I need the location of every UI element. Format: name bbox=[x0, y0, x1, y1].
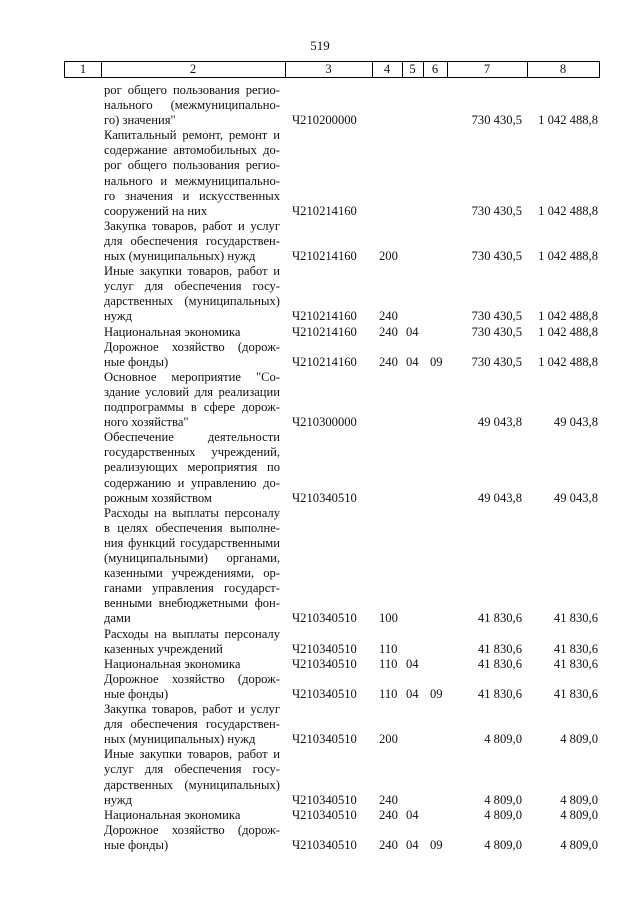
budget-table-body bbox=[0, 79, 640, 859]
amount-column-7: 49 043,8 bbox=[477, 490, 522, 505]
amount-column-8: 4 809,0 bbox=[560, 732, 598, 747]
target-article-code: Ч210340510 bbox=[292, 490, 357, 505]
amount-column-8: 4 809,0 bbox=[560, 807, 598, 822]
description-line: (муниципальными) органами, bbox=[104, 551, 280, 566]
description-line: здание условий для реализации bbox=[104, 384, 280, 399]
amount-column-8: 1 042 488,8 bbox=[538, 324, 598, 339]
row-description bbox=[104, 430, 280, 505]
column-number-4: 4 bbox=[383, 62, 391, 76]
description-line: услуг для обеспечения госу- bbox=[104, 279, 280, 294]
column-number-1: 1 bbox=[79, 62, 87, 76]
description-line: венными внебюджетными фон- bbox=[104, 596, 280, 611]
section-code: 04 bbox=[406, 656, 419, 671]
amount-column-8: 41 830,6 bbox=[553, 641, 598, 656]
row-description bbox=[104, 219, 280, 264]
amount-column-7: 4 809,0 bbox=[484, 792, 522, 807]
amount-column-8: 1 042 488,8 bbox=[538, 203, 598, 218]
row-description bbox=[104, 672, 280, 702]
amount-column-7: 730 430,5 bbox=[471, 203, 522, 218]
expense-type-code: 200 bbox=[379, 732, 398, 747]
section-code: 04 bbox=[406, 354, 419, 369]
section-code: 04 bbox=[406, 807, 419, 822]
description-line: ных (муниципальных) нужд bbox=[104, 732, 256, 747]
description-line: ных (муниципальных) нужд bbox=[104, 249, 256, 264]
description-line: ные фонды) bbox=[104, 354, 169, 369]
target-article-code: Ч210214160 bbox=[292, 203, 357, 218]
description-line: рожным хозяйством bbox=[104, 490, 212, 505]
target-article-code: Ч210340510 bbox=[292, 611, 357, 626]
description-line: Закупка товаров, работ и услуг bbox=[104, 218, 280, 233]
table-row bbox=[0, 672, 640, 702]
amount-column-7: 730 430,5 bbox=[471, 113, 522, 128]
section-code: 04 bbox=[406, 324, 419, 339]
amount-column-7: 4 809,0 bbox=[484, 837, 522, 852]
amount-column-7: 49 043,8 bbox=[477, 415, 522, 430]
subsection-code: 09 bbox=[430, 686, 443, 701]
description-line: подпрограммы в сфере дорож- bbox=[104, 400, 280, 415]
amount-column-7: 4 809,0 bbox=[484, 732, 522, 747]
description-line: ганами управления государст- bbox=[104, 581, 280, 596]
column-number-2: 2 bbox=[189, 62, 197, 76]
target-article-code: Ч210300000 bbox=[292, 415, 357, 430]
expense-type-code: 240 bbox=[379, 309, 398, 324]
description-line: Иные закупки товаров, работ и bbox=[104, 264, 280, 279]
description-line: казенных учреждений bbox=[104, 641, 223, 656]
description-line: сооружений на них bbox=[104, 203, 208, 218]
row-description bbox=[104, 657, 280, 672]
description-line: реализующих мероприятия по bbox=[104, 460, 280, 475]
description-line: рог общего пользования регио- bbox=[104, 158, 280, 173]
target-article-code: Ч210340510 bbox=[292, 641, 357, 656]
expense-type-code: 110 bbox=[379, 686, 398, 701]
expense-type-code: 200 bbox=[379, 249, 398, 264]
target-article-code: Ч210340510 bbox=[292, 837, 357, 852]
description-line: Обеспечение деятельности bbox=[104, 430, 280, 445]
amount-column-8: 4 809,0 bbox=[560, 792, 598, 807]
row-description bbox=[104, 808, 280, 823]
amount-column-8: 4 809,0 bbox=[560, 837, 598, 852]
description-line: ные фонды) bbox=[104, 686, 169, 701]
expense-type-code: 240 bbox=[379, 807, 398, 822]
target-article-code: Ч210340510 bbox=[292, 686, 357, 701]
table-row bbox=[0, 627, 640, 657]
row-description bbox=[104, 264, 280, 324]
description-line: Дорожное хозяйство (дорож- bbox=[104, 339, 280, 354]
table-row bbox=[0, 506, 640, 627]
description-line: Дорожное хозяйство (дорож- bbox=[104, 671, 280, 686]
table-row bbox=[0, 747, 640, 807]
amount-column-8: 1 042 488,8 bbox=[538, 113, 598, 128]
expense-type-code: 240 bbox=[379, 354, 398, 369]
row-description bbox=[104, 823, 280, 853]
description-line: Национальная экономика bbox=[104, 807, 241, 822]
description-line: казенными учреждениями, ор- bbox=[104, 566, 280, 581]
description-line: Расходы на выплаты персоналу bbox=[104, 505, 280, 520]
table-row bbox=[0, 219, 640, 264]
amount-column-8: 41 830,6 bbox=[553, 656, 598, 671]
description-line: содержанию и управлению до- bbox=[104, 475, 280, 490]
description-line: содержание автомобильных до- bbox=[104, 143, 280, 158]
table-row bbox=[0, 370, 640, 430]
description-line: для обеспечения государствен- bbox=[104, 717, 280, 732]
row-description bbox=[104, 325, 280, 340]
description-line: дарственных (муниципальных) bbox=[104, 777, 280, 792]
row-description bbox=[104, 128, 280, 219]
subsection-code: 09 bbox=[430, 354, 443, 369]
row-description bbox=[104, 340, 280, 370]
amount-column-7: 730 430,5 bbox=[471, 324, 522, 339]
description-line: рог общего пользования регио- bbox=[104, 83, 280, 97]
table-row bbox=[0, 823, 640, 853]
description-line: Закупка товаров, работ и услуг bbox=[104, 702, 280, 717]
description-line: для обеспечения государствен- bbox=[104, 233, 280, 248]
description-line: государственных учреждений, bbox=[104, 445, 280, 460]
expense-type-code: 100 bbox=[379, 611, 398, 626]
expense-type-code: 110 bbox=[379, 656, 398, 671]
subsection-code: 09 bbox=[430, 837, 443, 852]
column-number-3: 3 bbox=[325, 62, 332, 76]
table-row bbox=[0, 702, 640, 747]
amount-column-8: 41 830,6 bbox=[553, 611, 598, 626]
page-number: 519 bbox=[310, 38, 330, 53]
description-line: нужд bbox=[104, 309, 132, 324]
amount-column-8: 49 043,8 bbox=[553, 490, 598, 505]
target-article-code: Ч210340510 bbox=[292, 792, 357, 807]
expense-type-code: 240 bbox=[379, 792, 398, 807]
row-description bbox=[104, 747, 280, 807]
section-code: 04 bbox=[406, 837, 419, 852]
expense-type-code: 240 bbox=[379, 324, 398, 339]
row-description bbox=[104, 627, 280, 657]
description-line: нального и межмуниципально- bbox=[104, 173, 280, 188]
row-description bbox=[104, 83, 280, 128]
amount-column-8: 41 830,6 bbox=[553, 686, 598, 701]
description-line: Основное мероприятие "Со- bbox=[104, 369, 280, 384]
description-line: Расходы на выплаты персоналу bbox=[104, 626, 280, 641]
table-row bbox=[0, 83, 640, 128]
amount-column-7: 730 430,5 bbox=[471, 354, 522, 369]
amount-column-7: 41 830,6 bbox=[477, 686, 522, 701]
amount-column-8: 1 042 488,8 bbox=[538, 354, 598, 369]
row-description bbox=[104, 370, 280, 430]
amount-column-7: 4 809,0 bbox=[484, 807, 522, 822]
description-line: го) значения" bbox=[104, 113, 176, 128]
table-row bbox=[0, 808, 640, 823]
description-line: Национальная экономика bbox=[104, 324, 241, 339]
amount-column-8: 49 043,8 bbox=[553, 415, 598, 430]
description-line: в целях обеспечения выполне- bbox=[104, 520, 280, 535]
section-code: 04 bbox=[406, 686, 419, 701]
amount-column-7: 730 430,5 bbox=[471, 249, 522, 264]
amount-column-8: 1 042 488,8 bbox=[538, 249, 598, 264]
expense-type-code: 240 bbox=[379, 837, 398, 852]
row-description bbox=[104, 702, 280, 747]
target-article-code: Ч210214160 bbox=[292, 249, 357, 264]
target-article-code: Ч210200000 bbox=[292, 113, 357, 128]
table-row bbox=[0, 340, 640, 370]
description-line: Капитальный ремонт, ремонт и bbox=[104, 128, 280, 143]
row-description bbox=[104, 506, 280, 627]
column-number-header bbox=[64, 61, 600, 78]
target-article-code: Ч210340510 bbox=[292, 732, 357, 747]
column-number-6: 6 bbox=[431, 62, 439, 76]
description-line: нужд bbox=[104, 792, 132, 807]
column-number-7: 7 bbox=[483, 62, 491, 76]
description-line: Дорожное хозяйство (дорож- bbox=[104, 822, 280, 837]
expense-type-code: 110 bbox=[379, 641, 398, 656]
description-line: нального (межмуниципально- bbox=[104, 98, 280, 113]
description-line: Иные закупки товаров, работ и bbox=[104, 747, 280, 762]
description-line: Национальная экономика bbox=[104, 656, 241, 671]
amount-column-7: 730 430,5 bbox=[471, 309, 522, 324]
description-line: дарственных (муниципальных) bbox=[104, 294, 280, 309]
description-line: услуг для обеспечения госу- bbox=[104, 762, 280, 777]
target-article-code: Ч210214160 bbox=[292, 309, 357, 324]
amount-column-8: 1 042 488,8 bbox=[538, 309, 598, 324]
table-row bbox=[0, 325, 640, 340]
table-row bbox=[0, 264, 640, 324]
column-number-5: 5 bbox=[409, 62, 416, 76]
target-article-code: Ч210214160 bbox=[292, 354, 357, 369]
description-line: ния функций государственными bbox=[104, 535, 280, 550]
table-row bbox=[0, 430, 640, 506]
target-article-code: Ч210340510 bbox=[292, 656, 357, 671]
description-line: го значения и искусственных bbox=[104, 188, 280, 203]
table-row bbox=[0, 657, 640, 672]
target-article-code: Ч210214160 bbox=[292, 324, 357, 339]
amount-column-7: 41 830,6 bbox=[477, 641, 522, 656]
column-number-8: 8 bbox=[559, 62, 567, 76]
table-row bbox=[0, 128, 640, 219]
target-article-code: Ч210340510 bbox=[292, 807, 357, 822]
amount-column-7: 41 830,6 bbox=[477, 656, 522, 671]
description-line: ного хозяйства" bbox=[104, 415, 189, 430]
amount-column-7: 41 830,6 bbox=[477, 611, 522, 626]
description-line: ные фонды) bbox=[104, 837, 169, 852]
description-line: дами bbox=[104, 611, 131, 626]
